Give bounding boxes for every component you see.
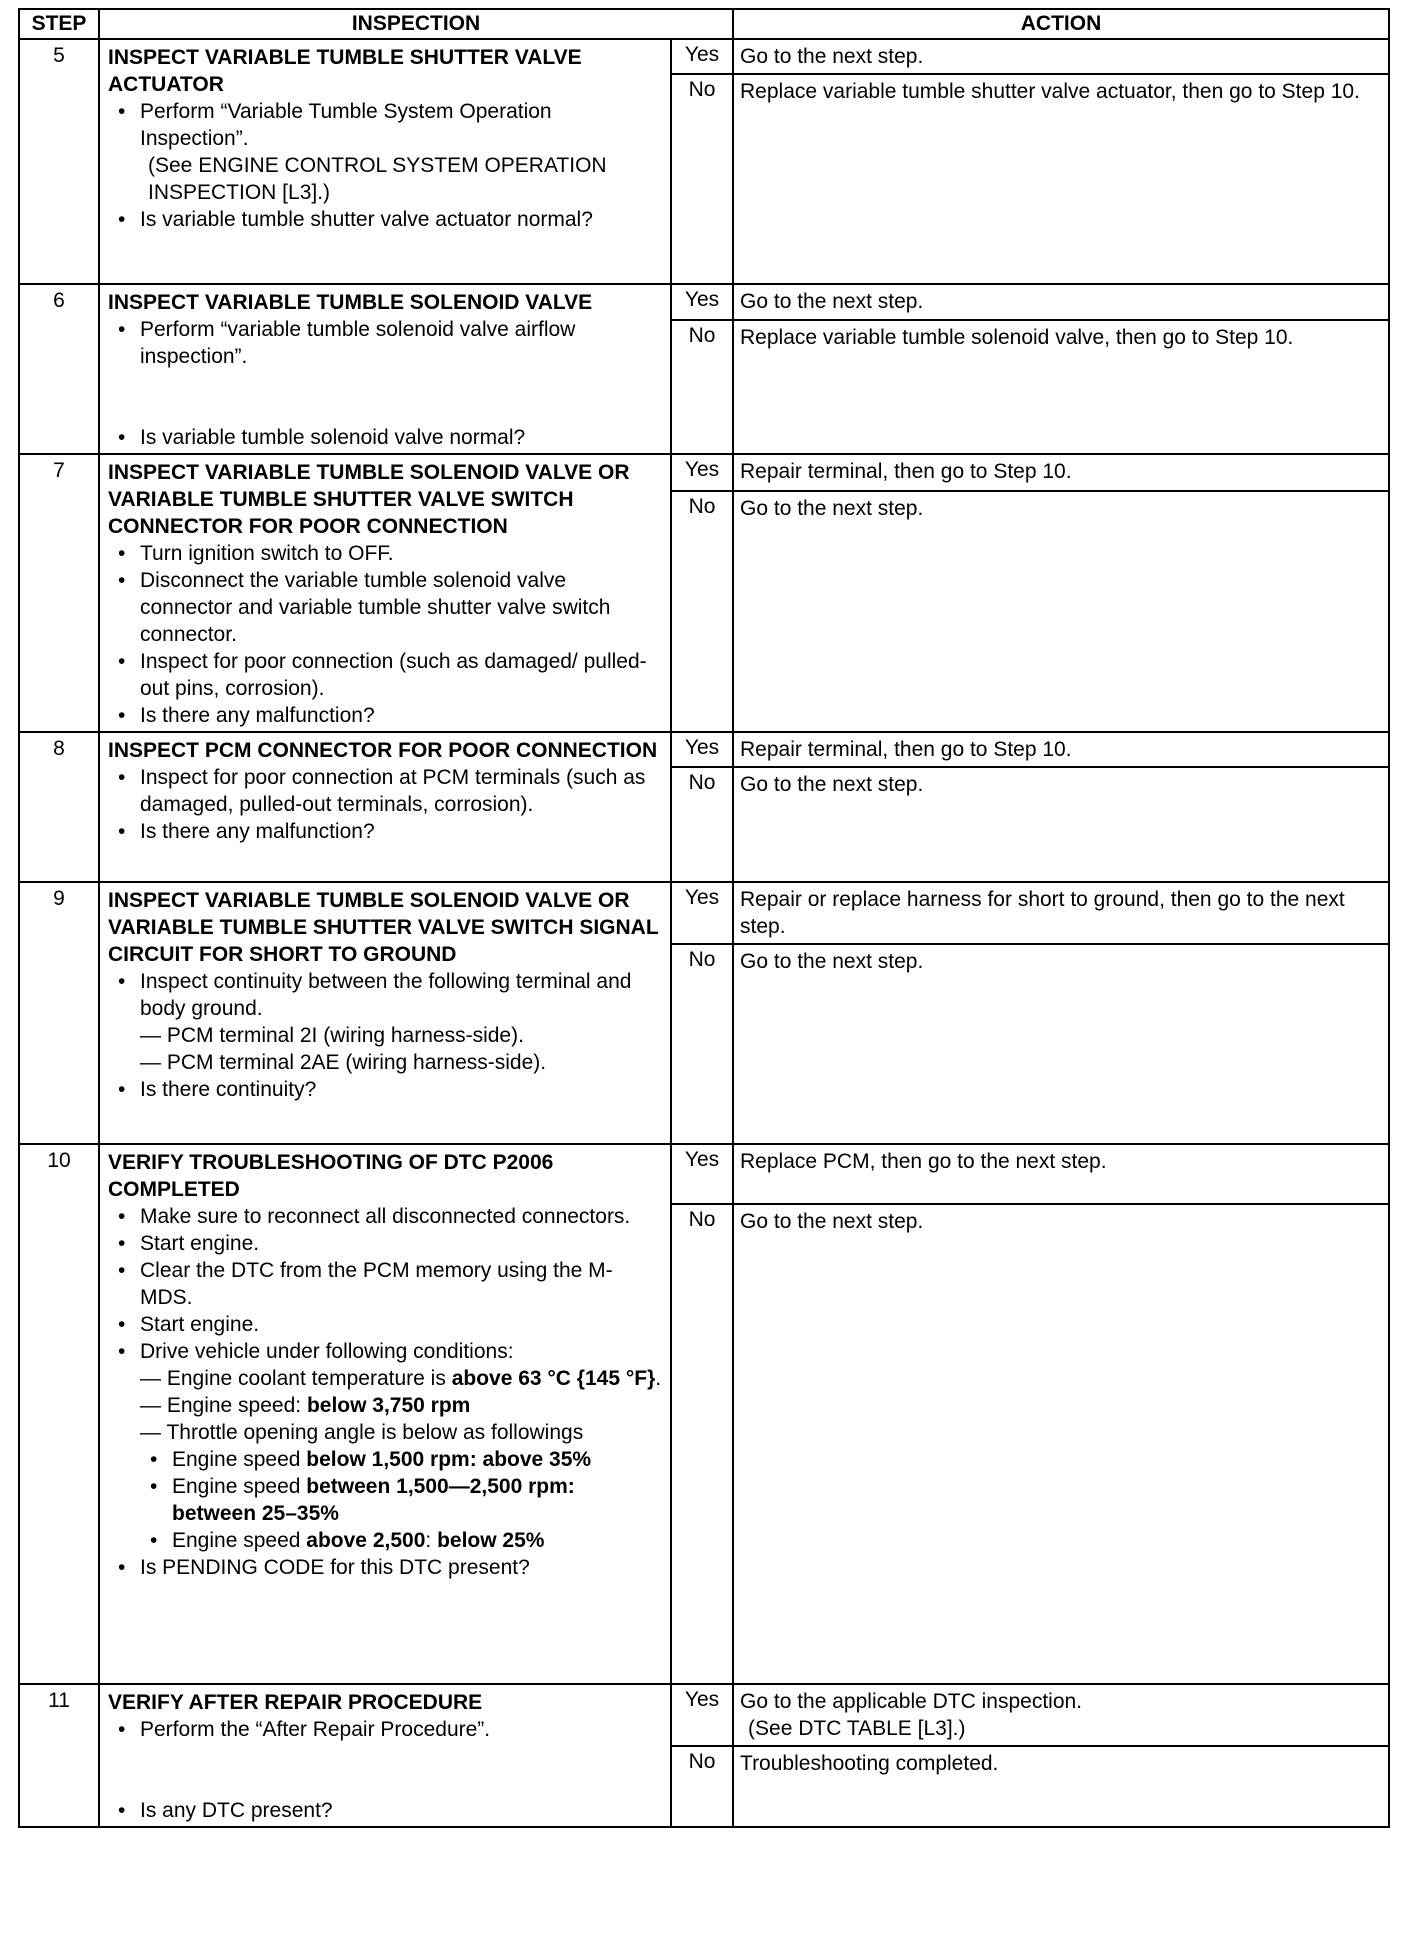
list-item [108,1392,662,1419]
step-5-yes-row [19,39,1389,74]
step-title: INSPECT VARIABLE TUMBLE SOLENOID VALVE [108,291,593,314]
step-11-yes-row [19,1684,1389,1746]
list-item: • Is variable tumble solenoid valve normal? [108,424,662,451]
see-reference: (See DTC TABLE [L3].) [748,1717,966,1740]
step-items [108,1716,662,1824]
step-7-yes-row [19,454,1389,491]
yes-action-text: Go to the applicable DTC inspection. [740,1690,1083,1713]
condition-text: — Engine speed: [140,1394,302,1417]
step-10-yes-row [19,1144,1389,1204]
condition-value: above 63 °C {145 °F} [451,1367,656,1390]
list-item: • Inspect for poor connection (such as damaged/ pulled-out pins, corrosion). [108,648,662,702]
inspection-column-header: INSPECTION [99,9,733,39]
condition-text: : [425,1529,432,1552]
step-number: 10 [19,1144,99,1684]
no-label: No [671,1204,733,1684]
step-number: 9 [19,882,99,1144]
step-inspection [99,454,671,732]
condition-text: Engine speed [172,1475,301,1498]
list-item: • Is there continuity? [108,1076,662,1103]
list-item: • Make sure to reconnect all disconnected connectors. [108,1203,662,1230]
condition-value: above 2,500 [306,1529,426,1552]
step-inspection [99,39,671,284]
no-action: Go to the next step. [733,767,1389,882]
yes-action: Go to the next step. [733,39,1389,74]
list-item [108,1473,662,1527]
condition-value: below 1,500 rpm: above 35% [306,1448,592,1471]
list-item: • Perform the “After Repair Procedure”. [108,1716,662,1743]
no-action: Go to the next step. [733,491,1389,732]
list-item: • Is there any malfunction? [108,702,662,729]
list-item [108,1365,662,1392]
list-item: • Inspect continuity between the following terminal and body ground. [108,968,662,1022]
step-inspection [99,284,671,454]
list-item: — PCM terminal 2AE (wiring harness-side). [140,1051,547,1074]
yes-label: Yes [671,882,733,944]
no-action: Troubleshooting completed. [733,1746,1389,1827]
step-9-yes-row [19,882,1389,944]
condition-value: below 3,750 rpm [306,1394,471,1417]
step-items [108,764,662,845]
yes-label: Yes [671,284,733,320]
list-item: • Turn ignition switch to OFF. [108,540,662,567]
step-items [108,98,662,233]
list-item: • Disconnect the variable tumble solenoid valve connector and variable tumble shutter valve switch connector. [108,567,662,648]
step-number: 8 [19,732,99,882]
step-number: 6 [19,284,99,454]
no-label: No [671,320,733,454]
no-action: Go to the next step. [733,944,1389,1144]
yes-action: Repair terminal, then go to Step 10. [733,732,1389,767]
header-row [19,9,1389,39]
step-column-header: STEP [19,9,99,39]
list-item: • Perform “variable tumble solenoid valve airflow inspection”. [108,316,662,370]
no-label: No [671,491,733,732]
no-action: Replace variable tumble solenoid valve, then go to Step 10. [733,320,1389,454]
list-item: • Is variable tumble shutter valve actuator normal? [108,206,662,233]
list-item: — PCM terminal 2I (wiring harness-side). [140,1024,524,1047]
step-inspection [99,1684,671,1827]
action-column-header: ACTION [733,9,1389,39]
condition-text: Engine speed [172,1529,301,1552]
step-items [108,1203,662,1581]
no-label: No [671,74,733,284]
yes-action: Repair terminal, then go to Step 10. [733,454,1389,491]
condition-text: Engine speed [172,1448,301,1471]
step-inspection [99,1144,671,1684]
list-item: • Clear the DTC from the PCM memory using the M-MDS. [108,1257,662,1311]
yes-action: Go to the next step. [733,284,1389,320]
condition-value: between 1,500—2,500 rpm: between 25–35% [172,1475,575,1525]
step-title: INSPECT PCM CONNECTOR FOR POOR CONNECTION [108,739,658,762]
step-inspection [99,732,671,882]
list-item: • Start engine. [108,1311,662,1338]
step-title: INSPECT VARIABLE TUMBLE SOLENOID VALVE OR VARIABLE TUMBLE SHUTTER VALVE SWITCH SIGNAL CIRCUIT FOR SHORT TO GROUND [108,889,659,966]
list-item: • Drive vehicle under following conditions: [108,1338,662,1365]
step-items [108,316,662,451]
list-item: • Is there any malfunction? [108,818,662,845]
list-item: • Perform “Variable Tumble System Operation Inspection”. [108,98,662,152]
yes-action: Replace PCM, then go to the next step. [733,1144,1389,1204]
troubleshooting-table [18,8,1390,1828]
step-inspection [99,882,671,1144]
yes-label: Yes [671,1684,733,1746]
step-8-yes-row [19,732,1389,767]
step-items [108,968,662,1103]
yes-label: Yes [671,39,733,74]
step-number: 5 [19,39,99,284]
no-action: Replace variable tumble shutter valve actuator, then go to Step 10. [733,74,1389,284]
step-number: 11 [19,1684,99,1827]
list-item: • Start engine. [108,1230,662,1257]
condition-text: . [655,1367,662,1390]
yes-action: Repair or replace harness for short to ground, then go to the next step. [733,882,1389,944]
condition-text: — Engine coolant temperature is [140,1367,446,1390]
yes-label: Yes [671,1144,733,1204]
list-item: • Inspect for poor connection at PCM terminals (such as damaged, pulled-out terminals, corrosion). [108,764,662,818]
step-title: VERIFY AFTER REPAIR PROCEDURE [108,1691,483,1714]
step-title: INSPECT VARIABLE TUMBLE SHUTTER VALVE ACTUATOR [108,46,582,96]
list-item [108,1527,662,1554]
yes-action [733,1684,1389,1746]
list-item: — Throttle opening angle is below as followings [140,1421,584,1444]
step-items [108,540,662,729]
yes-label: Yes [671,732,733,767]
step-title: VERIFY TROUBLESHOOTING OF DTC P2006 COMPLETED [108,1151,554,1201]
no-label: No [671,767,733,882]
condition-value: below 25% [437,1529,545,1552]
yes-label: Yes [671,454,733,491]
list-item [108,152,662,206]
list-item [108,1446,662,1473]
step-number: 7 [19,454,99,732]
see-reference: (See ENGINE CONTROL SYSTEM OPERATION INSPECTION [L3].) [148,154,607,204]
diagnostic-procedure-sheet [18,8,1388,1928]
step-6-yes-row [19,284,1389,320]
list-item: • Is any DTC present? [108,1797,662,1824]
no-action: Go to the next step. [733,1204,1389,1684]
no-label: No [671,944,733,1144]
step-title: INSPECT VARIABLE TUMBLE SOLENOID VALVE OR VARIABLE TUMBLE SHUTTER VALVE SWITCH CONNECTOR FOR POOR CONNECTION [108,461,630,538]
no-label: No [671,1746,733,1827]
list-item: • Is PENDING CODE for this DTC present? [108,1554,662,1581]
